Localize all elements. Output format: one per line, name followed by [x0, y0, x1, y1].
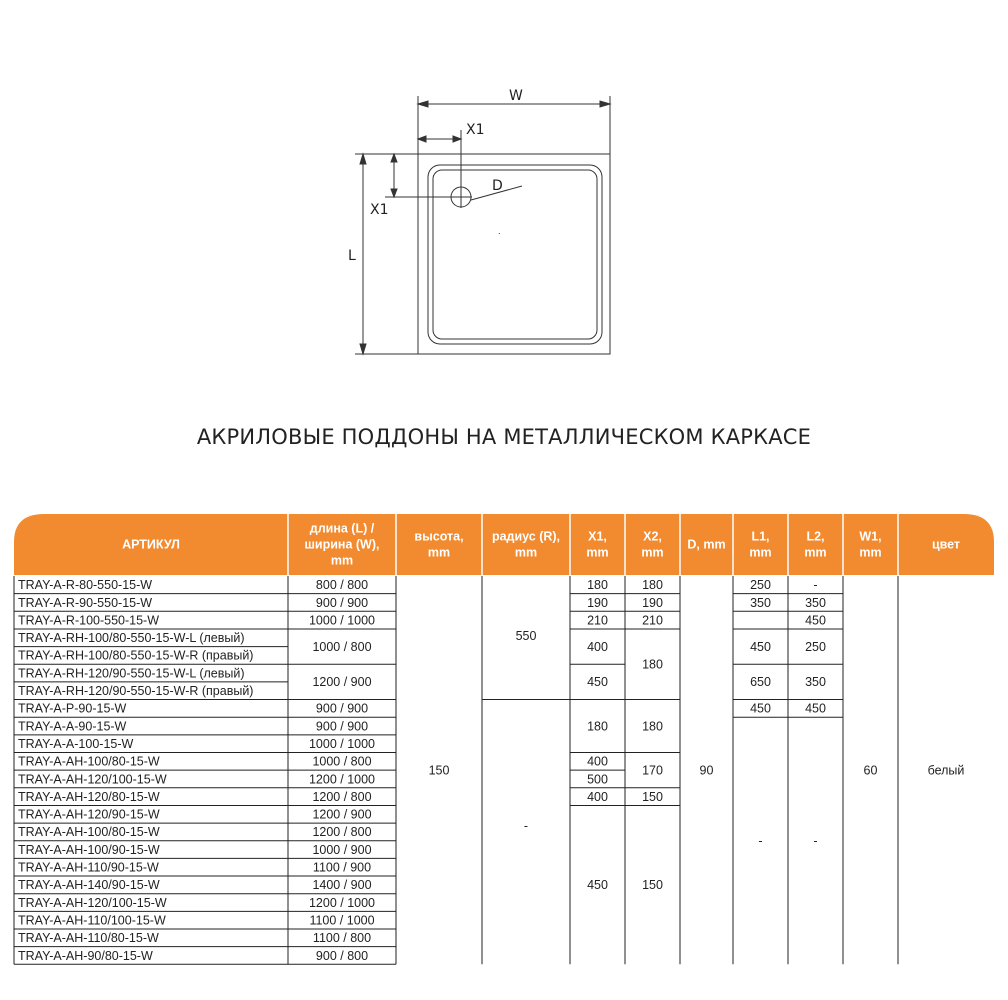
x1-cell: 210	[587, 613, 608, 628]
radius-cell: 550	[515, 629, 537, 644]
l1-cell: 250	[750, 578, 771, 593]
article-cell: TRAY-A-RH-120/90-550-15-W-L (левый)	[18, 666, 245, 681]
l2-cell: 450	[805, 613, 826, 628]
l1-cell: 450	[750, 701, 771, 716]
height-cell: 150	[428, 763, 450, 778]
size-cell: 1200 / 900	[312, 675, 372, 690]
l1-cell: -	[758, 834, 763, 849]
header-size: длина (L) /	[309, 521, 375, 536]
x2-cell: 180	[642, 578, 663, 593]
header-height: mm	[427, 545, 451, 560]
x2-cell: 190	[642, 595, 663, 610]
size-cell: 1400 / 900	[312, 878, 372, 893]
x1-cell: 500	[587, 772, 608, 787]
x2-cell: 170	[642, 763, 663, 778]
article-cell: TRAY-A-AH-120/90-15-W	[18, 807, 160, 822]
x1-cell: 450	[587, 675, 608, 690]
radius-cell: -	[523, 819, 529, 834]
header-d: D, mm	[687, 537, 726, 552]
x1-cell: 180	[587, 578, 608, 593]
article-cell: TRAY-A-R-80-550-15-W	[18, 578, 153, 593]
header-x1: mm	[586, 545, 609, 560]
l1-cell: 650	[750, 675, 771, 690]
article-cell: TRAY-A-AH-90/80-15-W	[18, 948, 153, 963]
article-cell: TRAY-A-AH-140/90-15-W	[18, 878, 160, 893]
d-cell: 90	[699, 763, 714, 778]
l1-cell: 450	[750, 639, 771, 654]
center-dot: .	[498, 227, 501, 236]
x1-cell: 450	[587, 878, 608, 893]
header-height: высота,	[414, 529, 464, 544]
article-cell: TRAY-A-AH-110/90-15-W	[18, 860, 159, 875]
article-cell: TRAY-A-AH-110/100-15-W	[18, 913, 166, 928]
size-cell: 900 / 900	[315, 719, 369, 734]
label-x1-left: X1	[370, 202, 389, 218]
size-cell: 1000 / 800	[312, 754, 372, 769]
header-article: АРТИКУЛ	[122, 537, 180, 552]
size-cell: 1100 / 800	[312, 931, 372, 946]
article-cell: TRAY-A-AH-120/100-15-W	[18, 895, 167, 910]
color-cell: белый	[927, 763, 965, 778]
size-cell: 1000 / 900	[312, 842, 372, 857]
size-cell: 1200 / 800	[312, 789, 372, 804]
page-title: АКРИЛОВЫЕ ПОДДОНЫ НА МЕТАЛЛИЧЕСКОМ КАРКАСЕ	[196, 425, 812, 449]
x2-cell: 210	[642, 613, 663, 628]
header-l1: L1,	[751, 529, 770, 544]
l2-cell: 350	[805, 675, 826, 690]
header-size: mm	[330, 553, 354, 568]
label-l: L	[348, 248, 356, 264]
header-l1: mm	[749, 545, 772, 560]
x2-cell: 180	[642, 719, 663, 734]
size-cell: 900 / 800	[315, 948, 369, 963]
article-cell: TRAY-A-RH-100/80-550-15-W-L (левый)	[18, 631, 245, 646]
size-cell: 1200 / 1000	[308, 772, 376, 787]
l2-cell: 350	[805, 595, 826, 610]
article-cell: TRAY-A-RH-100/80-550-15-W-R (правый)	[18, 648, 254, 663]
article-cell: TRAY-A-P-90-15-W	[18, 701, 127, 716]
header-l2: mm	[804, 545, 827, 560]
l2-cell: -	[813, 578, 818, 593]
size-cell: 1000 / 1000	[308, 613, 376, 628]
header-x2: mm	[641, 545, 664, 560]
size-cell: 1000 / 800	[312, 639, 372, 654]
article-cell: TRAY-A-AH-120/80-15-W	[18, 789, 160, 804]
l2-cell: 250	[805, 639, 826, 654]
article-cell: TRAY-A-AH-100/80-15-W	[18, 825, 160, 840]
x2-cell: 150	[642, 789, 663, 804]
x1-cell: 400	[587, 789, 608, 804]
article-cell: TRAY-A-AH-100/90-15-W	[18, 842, 160, 857]
header-size: ширина (W),	[304, 537, 380, 552]
size-cell: 900 / 900	[315, 595, 369, 610]
article-cell: TRAY-A-AH-110/80-15-W	[18, 931, 159, 946]
size-cell: 900 / 900	[315, 701, 369, 716]
article-cell: TRAY-A-R-90-550-15-W	[18, 595, 153, 610]
l2-cell: 450	[805, 701, 826, 716]
header-color: цвет	[931, 537, 961, 552]
size-cell: 1100 / 1000	[309, 913, 375, 928]
size-cell: 1200 / 900	[312, 807, 372, 822]
article-cell: TRAY-A-AH-120/100-15-W	[18, 772, 167, 787]
header-w1: W1,	[859, 529, 882, 544]
article-cell: TRAY-A-A-100-15-W	[18, 736, 134, 751]
article-cell: TRAY-A-AH-100/80-15-W	[18, 754, 160, 769]
header-x1: X1,	[588, 529, 607, 544]
x2-cell: 180	[642, 657, 663, 672]
x1-cell: 180	[587, 719, 608, 734]
article-cell: TRAY-A-A-90-15-W	[18, 719, 127, 734]
w1-cell: 60	[863, 763, 878, 778]
size-cell: 1000 / 1000	[308, 736, 376, 751]
size-cell: 1200 / 1000	[308, 895, 376, 910]
size-cell: 1100 / 900	[312, 860, 372, 875]
x1-cell: 400	[587, 639, 608, 654]
header-x2: X2,	[643, 529, 662, 544]
header-radius: радиус (R),	[491, 529, 561, 544]
article-cell: TRAY-A-R-100-550-15-W	[18, 613, 160, 628]
l2-cell: -	[813, 834, 818, 849]
label-w: W	[509, 88, 523, 104]
label-d: D	[492, 178, 503, 194]
x1-cell: 190	[587, 595, 608, 610]
header-l2: L2,	[806, 529, 825, 544]
header-w1: mm	[859, 545, 882, 560]
header-radius: mm	[514, 545, 538, 560]
x2-cell: 150	[642, 878, 663, 893]
x1-cell: 400	[587, 754, 608, 769]
l1-cell: 350	[750, 595, 771, 610]
article-cell: TRAY-A-RH-120/90-550-15-W-R (правый)	[18, 684, 254, 699]
size-cell: 800 / 800	[315, 578, 369, 593]
size-cell: 1200 / 800	[312, 825, 372, 840]
label-x1-top: X1	[466, 122, 485, 138]
